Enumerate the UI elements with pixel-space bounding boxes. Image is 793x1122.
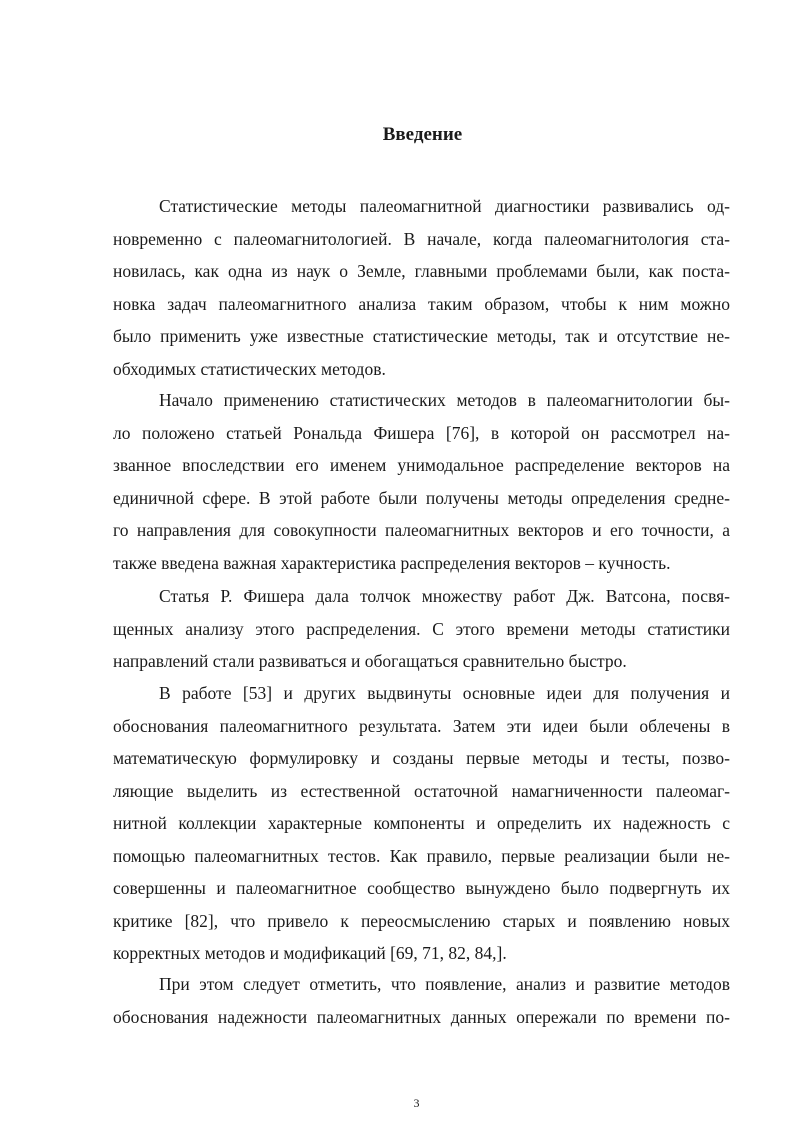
text-line: единичной сфере. В этой работе были получены методы определения средне-: [113, 487, 730, 508]
text-line: Статистические методы палеомагнитной диагностики развивались од-: [159, 196, 730, 216]
text-line: нитной коллекции характерные компоненты и определить их надежность с: [113, 813, 730, 833]
text-line: Статья Р. Фишера дала толчок множеству работ Дж. Ватсона, посвя-: [159, 586, 730, 606]
paragraph: [113, 677, 730, 970]
text-line: щенных анализу этого распределения. С этого времени методы статистики: [113, 618, 730, 639]
text-line: новременно с палеомагнитологией. В начале, когда палеомагнитология ста-: [113, 228, 730, 249]
paragraph: [113, 580, 730, 678]
text-line: было применить уже известные статистические методы, так и отсутствие не-: [113, 326, 730, 346]
text-line: критике [82], что привело к переосмыслению старых и появлению новых: [113, 910, 730, 931]
text-line: новка задач палеомагнитного анализа таким образом, чтобы к ним можно: [113, 293, 730, 314]
page-title: Введение: [382, 124, 463, 145]
text-line: обходимых статистических методов.: [113, 358, 386, 379]
text-line: совершенны и палеомагнитное сообщество вынуждено было подвергнуть их: [113, 878, 730, 898]
text-line: новилась, как одна из наук о Земле, главными проблемами были, как поста-: [113, 261, 730, 281]
text-line: При этом следует отметить, что появление, анализ и развитие методов: [159, 974, 730, 994]
text-line: ляющие выделить из естественной остаточной намагниченности палеомаг-: [113, 780, 730, 801]
page-number: 3: [413, 1096, 420, 1110]
paragraph: [113, 968, 730, 1033]
paragraph: [113, 384, 730, 579]
text-line: математическую формулировку и созданы первые методы и тесты, позво-: [113, 748, 730, 768]
text-line: также введена важная характеристика распределения векторов – кучность.: [113, 552, 671, 573]
text-line: го направления для совокупности палеомагнитных векторов и его точности, а: [113, 520, 730, 540]
paragraph: [113, 190, 730, 385]
text-line: званное впоследствии его именем унимодальное распределение векторов на: [113, 455, 730, 475]
text-line: направлений стали развиваться и обогащаться сравнительно быстро.: [113, 651, 627, 671]
text-line: корректных методов и модификаций [69, 71, 82, 84,].: [113, 943, 507, 963]
text-line: обоснования палеомагнитного результата. Затем эти идеи были облечены в: [113, 715, 730, 736]
text-line: помощью палеомагнитных тестов. Как правило, первые реализации были не-: [113, 845, 730, 866]
text-line: обоснования надежности палеомагнитных данных опережали по времени по-: [113, 1006, 730, 1027]
text-line: В работе [53] и других выдвинуты основные идеи для получения и: [159, 683, 730, 703]
text-line: ло положено статьей Рональда Фишера [76], в которой он рассмотрел на-: [113, 422, 730, 443]
text-line: Начало применению статистических методов в палеомагнитологии бы-: [159, 390, 730, 410]
